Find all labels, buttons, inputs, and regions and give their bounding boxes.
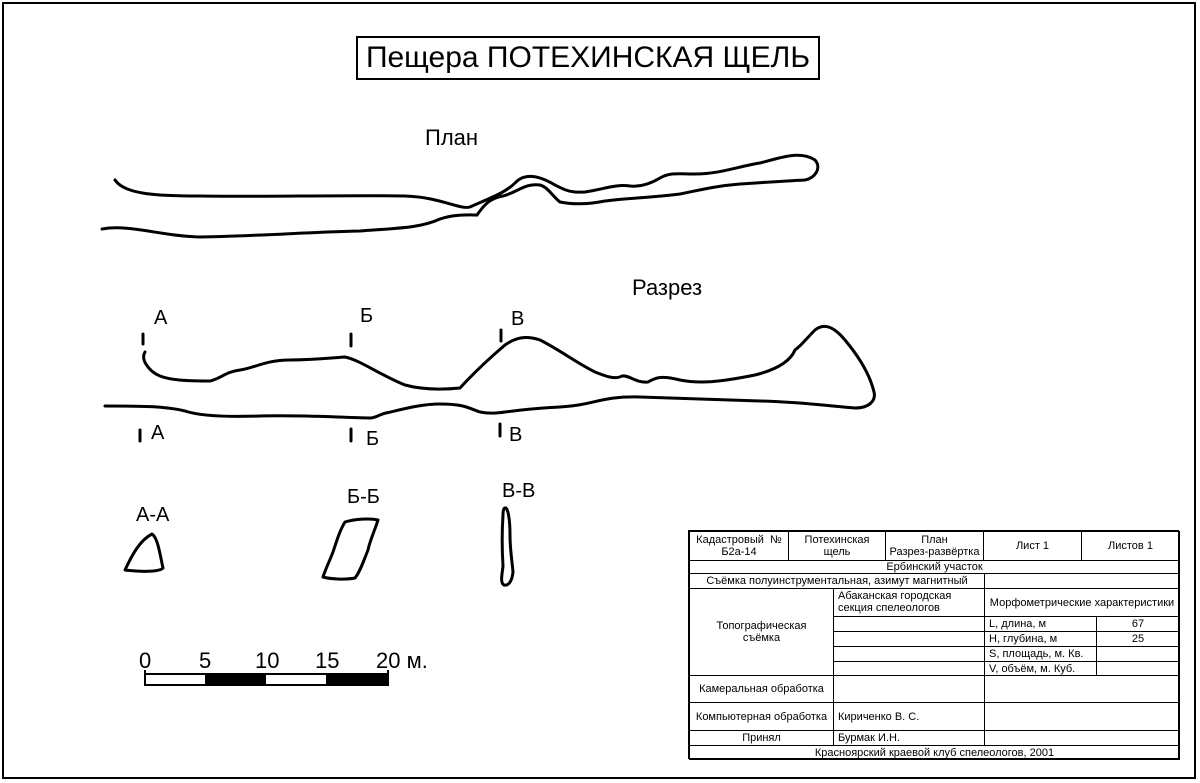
cross-section-vv [502,508,513,585]
plan-upper-wall [115,155,818,215]
stamp-area-label: S, площадь, м. Кв. [984,646,1097,662]
stamp-topo-survey: Топографическая съёмка [689,588,834,676]
stamp-accepted-by: Бурмак И.Н. [833,730,985,746]
cross-section-bb [323,519,378,579]
marker-b-bottom: Б [366,428,380,450]
section-upper-profile [144,326,875,418]
section-label: Разрез [632,275,703,300]
stamp-volume-label: V, объём, м. Куб. [984,661,1097,676]
page-title: Пещера ПОТЕХИНСКАЯ ЩЕЛЬ [356,36,820,80]
scale-tick-0: 0 [139,648,152,673]
scale-tick-20: 20 м. [376,648,428,673]
stamp-computer-processing: Компьютерная обработка [689,702,834,731]
stamp-desk-processing: Камеральная обработка [689,675,834,703]
section-floor-profile [105,406,370,418]
marker-a-bottom: А [151,422,165,444]
stamp-club: Красноярский краевой клуб спелеологов, 2001 [689,745,1180,760]
cross-section-aa-label: А-А [136,504,170,526]
scale-tick-10: 10 [255,648,280,673]
stamp-depth-label: H, глубина, м [984,631,1097,647]
scale-tick-15: 15 [315,648,340,673]
cross-section-vv-label: В-В [502,480,536,502]
stamp-drawing-type: План Разрез-развёртка [885,531,984,561]
stamp-length-value: 67 [1096,616,1180,632]
marker-b-top: Б [360,305,374,327]
stamp-accepted: Принял [689,730,834,746]
stamp-depth-value: 25 [1096,631,1180,647]
marker-v-top: В [511,308,525,330]
stamp-cadastral: Кадастровый № Б2а-14 [689,531,789,561]
scale-bar [145,670,388,686]
title-block [688,530,1179,759]
stamp-sheets-total: Листов 1 [1081,531,1180,561]
plan-label: План [425,125,479,150]
stamp-computer-processor: Кириченко В. С. [833,702,985,731]
marker-v-bottom: В [509,424,523,446]
stamp-survey-org: Абаканская городская секция спелеологов [833,588,985,617]
stamp-length-label: L, длина, м [984,616,1097,632]
marker-a-top: А [154,307,168,329]
scale-tick-5: 5 [199,648,212,673]
stamp-morpho-header: Морфометрические характеристики [984,588,1180,617]
stamp-survey-method: Съёмка полуинструментальная, азимут магнитный [689,573,985,589]
cross-section-bb-label: Б-Б [347,486,380,508]
stamp-sheet: Лист 1 [983,531,1082,561]
stamp-cave-name: Потехинская щель [788,531,886,561]
plan-lower-wall [102,215,477,237]
stamp-area: Ербинский участок [689,560,1180,574]
cross-section-aa [125,534,163,571]
scale-segment-4 [326,674,388,685]
scale-segment-2 [205,674,266,685]
